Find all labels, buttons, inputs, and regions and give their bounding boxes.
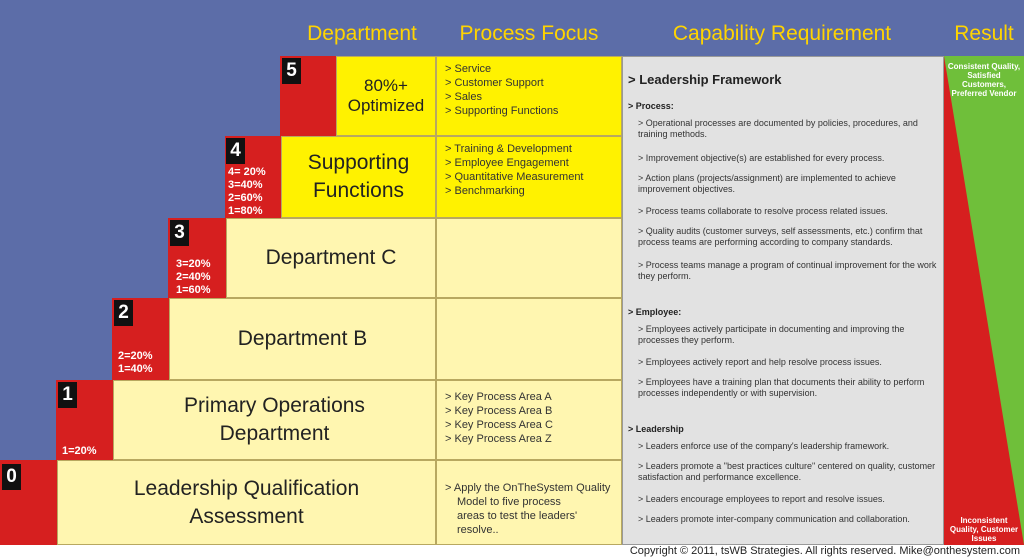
level-0-number: 0 xyxy=(2,464,21,490)
process-item-4: > Process teams collaborate to resolve process related issues. xyxy=(638,206,888,216)
header-result: Result xyxy=(954,22,1014,45)
level-2-number: 2 xyxy=(114,300,133,326)
level-3-number: 3 xyxy=(170,220,189,246)
level-4-number: 4 xyxy=(226,138,245,164)
level-3-label: Department C xyxy=(226,218,436,298)
level-2-focus xyxy=(436,298,622,380)
header-department: Department xyxy=(307,22,417,45)
result-bottom-text: Inconsistent Quality, Customer Issues xyxy=(949,516,1019,543)
leadership-item-2: > Leaders promote a "best practices culture" centered on quality, customer satisfaction and performance excellence. xyxy=(638,461,936,482)
level-3-focus xyxy=(436,218,622,298)
level-5-focus: > Service > Customer Support > Sales > Supporting Functions xyxy=(436,56,622,136)
level-4-percentages: 4= 20% 3=40% 2=60% 1=80% xyxy=(228,166,266,217)
level-3-percentages: 3=20% 2=40% 1=60% xyxy=(176,258,211,296)
leadership-item-1: > Leaders enforce use of the company's leadership framework. xyxy=(638,441,890,451)
header-capability: Capability Requirement xyxy=(672,22,892,45)
level-5-number: 5 xyxy=(282,58,301,84)
process-item-1: > Operational processes are documented by policies, procedures, and training methods. xyxy=(638,118,918,139)
header-process-focus: Process Focus xyxy=(459,22,599,45)
level-4-label: Supporting Functions xyxy=(281,136,436,218)
employee-item-1: > Employees actively participate in documenting and improving the processes they perform. xyxy=(638,324,905,345)
footer-copyright: Copyright © 2011, tsWB Strategies. All rights reserved. Mike@onthesystem.com xyxy=(629,545,1020,557)
level-0-focus: > Apply the OnTheSystem Quality Model to five process areas to test the leaders' resolve.. xyxy=(436,460,622,545)
result-gradient xyxy=(944,56,1024,545)
employee-item-3: > Employees have a training plan that documents their ability to perform processes independently or with supervision. xyxy=(638,377,925,398)
process-item-2: > Improvement objective(s) are established for every process. xyxy=(638,153,885,163)
level-1-number: 1 xyxy=(58,382,77,408)
level-1-focus: > Key Process Area A > Key Process Area B > Key Process Area C > Key Process Area Z xyxy=(436,380,622,460)
process-heading: > Process: xyxy=(628,101,674,111)
process-item-6: > Process teams manage a program of continual improvement for the work they perform. xyxy=(638,260,937,281)
level-5-label: 80%+ Optimized xyxy=(336,56,436,136)
employee-item-2: > Employees actively report and help resolve process issues. xyxy=(638,357,882,367)
level-1-label: Primary Operations Department xyxy=(113,380,436,460)
leadership-item-4: > Leaders promote inter-company communication and collaboration. xyxy=(638,514,910,524)
level-1-percentages: 1=20% xyxy=(62,445,97,457)
employee-heading: > Employee: xyxy=(628,307,682,317)
level-2-percentages: 2=20% 1=40% xyxy=(118,350,153,375)
process-item-5: > Quality audits (customer surveys, self assessments, etc.) confirm that process teams are performing according to company standards. xyxy=(638,226,923,247)
process-item-3: > Action plans (projects/assignment) are implemented to achieve improvement objectives. xyxy=(638,173,896,194)
leadership-item-3: > Leaders encourage employees to report and resolve issues. xyxy=(638,494,885,504)
leadership-heading: > Leadership xyxy=(628,424,684,434)
level-4-focus: > Training & Development > Employee Engagement > Quantitative Measurement > Benchmarking xyxy=(436,136,622,218)
level-2-label: Department B xyxy=(169,298,436,380)
capability-title: > Leadership Framework xyxy=(628,72,782,87)
result-top-text: Consistent Quality, Satisfied Customers, Preferred Vendor xyxy=(947,62,1021,98)
level-0-label: Leadership Qualification Assessment xyxy=(57,460,436,545)
